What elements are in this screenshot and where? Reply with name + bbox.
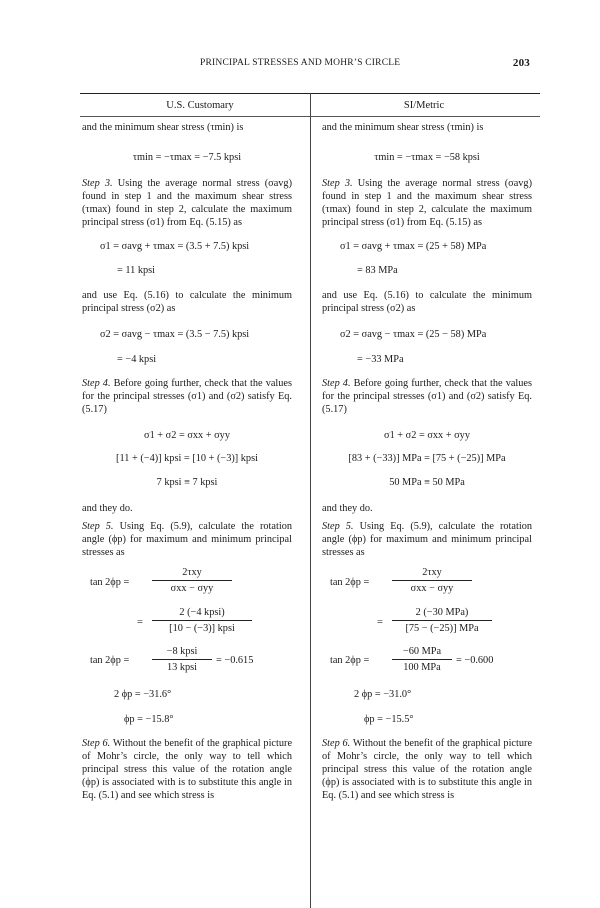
equation-equals: = (137, 617, 143, 628)
equation-tan-result-lhs: tan 2ϕp = (330, 655, 370, 666)
equation-sigma1-result: = 11 kpsi (117, 265, 156, 276)
paragraph-step3 (82, 177, 292, 229)
fraction-denominator: [75 − (−25)] MPa (405, 623, 479, 634)
step-label: Step 6. (322, 738, 351, 749)
equation-phi: ϕp = −15.8° (124, 714, 174, 725)
paragraph-min-shear: and the minimum shear stress (τmin) is (322, 122, 484, 133)
equation-check: σ1 + σ2 = σxx + σyy (384, 430, 470, 441)
column-divider (310, 93, 311, 908)
equation-tan-result-value: = −0.615 (216, 655, 254, 666)
fraction-result (392, 645, 452, 674)
equation-sigma1: σ1 = σavg + τmax = (25 + 58) MPa (340, 241, 487, 252)
fraction-numerator: −8 kpsi (152, 645, 212, 660)
equation-sigma1-result: = 83 MPa (357, 265, 398, 276)
equation-tan-lhs: tan 2ϕp = (90, 577, 130, 588)
fraction-tan (392, 566, 472, 595)
equation-two-phi: 2 ϕp = −31.6° (114, 689, 172, 700)
fraction-substituted (152, 606, 252, 635)
paragraph-min-principal: and use Eq. (5.16) to calculate the minimum principal stress (σ2) as (82, 290, 292, 314)
equation-check-substituted: [11 + (−4)] kpsi = [10 + (−3)] kpsi (116, 453, 258, 464)
fraction-denominator: σxx − σyy (410, 583, 454, 594)
equation-equals: = (377, 617, 383, 628)
equation-tan-result-value: = −0.600 (456, 655, 494, 666)
equation-sigma1: σ1 = σavg + τmax = (3.5 + 7.5) kpsi (100, 241, 250, 252)
paragraph-they-do: and they do. (322, 503, 373, 514)
step-label: Step 6. (82, 738, 111, 749)
step-label: Step 5. (82, 521, 114, 532)
fraction-numerator: −60 MPa (392, 645, 452, 660)
equation-tan-result-lhs: tan 2ϕp = (90, 655, 130, 666)
equation-check-result: 50 MPa ≡ 50 MPa (389, 477, 465, 488)
step-text: Without the benefit of the graphical picture of Mohr’s circle, the only way to tell which principal stress this value of the rotation angle (ϕp) is associated with is to substitute this angle in Eq. (5.1) and see which stress is (82, 738, 293, 801)
equation-sigma2-result: = −4 kpsi (117, 354, 157, 365)
page-number: 203 (512, 57, 530, 69)
step-text: Before going further, check that the values for the principal stresses (σ1) and (σ2) satisfy Eq. (5.17) (82, 378, 292, 415)
equation-check-result: 7 kpsi ≡ 7 kpsi (156, 477, 218, 488)
step-label: Step 5. (322, 521, 354, 532)
step-text: Before going further, check that the values for the principal stresses (σ1) and (σ2) satisfy Eq. (5.17) (322, 378, 532, 415)
fraction-numerator: 2 (−30 MPa) (392, 606, 492, 621)
step-label: Step 4. (82, 378, 111, 389)
step-text: Using the average normal stress (σavg) found in step 1 and the maximum shear stress (τmax) found in step 2, calculate the maximum principal stress (σ1) from Eq. (5.15) as (322, 178, 533, 228)
step-label: Step 3. (322, 178, 353, 189)
equation-sigma2: σ2 = σavg − τmax = (3.5 − 7.5) kpsi (100, 329, 250, 340)
fraction-denominator: 100 MPa (403, 662, 441, 673)
equation-phi: ϕp = −15.5° (364, 714, 414, 725)
fraction-numerator: 2 (−4 kpsi) (152, 606, 252, 621)
equation-sigma2-result: = −33 MPa (357, 354, 404, 365)
step-label: Step 3. (82, 178, 113, 189)
column-heading-si-metric: SI/Metric (403, 100, 445, 111)
fraction-denominator: σxx − σyy (170, 583, 214, 594)
step-text: Using the average normal stress (σavg) found in step 1 and the maximum shear stress (τmax) found in step 2, calculate the maximum principal stress (σ1) from Eq. (5.15) as (82, 178, 293, 228)
step-text: Without the benefit of the graphical picture of Mohr’s circle, the only way to tell which principal stress this value of the rotation angle (ϕp) is associated with is to substitute this angle in Eq. (5.1) and see which stress is (322, 738, 533, 801)
paragraph-step5 (82, 520, 292, 559)
fraction-tan (152, 566, 232, 595)
paragraph-they-do: and they do. (82, 503, 133, 514)
paragraph-step6 (82, 737, 292, 802)
paragraph-step3 (322, 177, 532, 229)
equation-sigma2: σ2 = σavg − τmax = (25 − 58) MPa (340, 329, 487, 340)
fraction-numerator: 2τxy (152, 566, 232, 581)
fraction-denominator: [10 − (−3)] kpsi (169, 623, 235, 634)
step-label: Step 4. (322, 378, 351, 389)
paragraph-step4 (322, 377, 532, 416)
column-heading-us-customary: U.S. Customary (166, 100, 234, 111)
fraction-denominator: 13 kpsi (166, 662, 198, 673)
equation-two-phi: 2 ϕp = −31.0° (354, 689, 412, 700)
equation-tau-min: τmin = −τmax = −7.5 kpsi (132, 152, 242, 163)
step-text: Using Eq. (5.9), calculate the rotation angle (ϕp) for maximum and minimum principal stresses as (322, 521, 532, 558)
fraction-result (152, 645, 212, 674)
paragraph-min-shear: and the minimum shear stress (τmin) is (82, 122, 244, 133)
running-title: PRINCIPAL STRESSES AND MOHR’S CIRCLE (200, 58, 401, 68)
fraction-substituted (392, 606, 492, 635)
paragraph-min-principal: and use Eq. (5.16) to calculate the minimum principal stress (σ2) as (322, 290, 532, 314)
equation-check-substituted: [83 + (−33)] MPa = [75 + (−25)] MPa (348, 453, 506, 464)
paragraph-step5 (322, 520, 532, 559)
equation-tau-min: τmin = −τmax = −58 kpsi (374, 152, 480, 163)
equation-tan-lhs: tan 2ϕp = (330, 577, 370, 588)
step-text: Using Eq. (5.9), calculate the rotation angle (ϕp) for maximum and minimum principal stresses as (82, 521, 292, 558)
paragraph-step6 (322, 737, 532, 802)
fraction-numerator: 2τxy (392, 566, 472, 581)
paragraph-step4 (82, 377, 292, 416)
equation-check: σ1 + σ2 = σxx + σyy (144, 430, 230, 441)
